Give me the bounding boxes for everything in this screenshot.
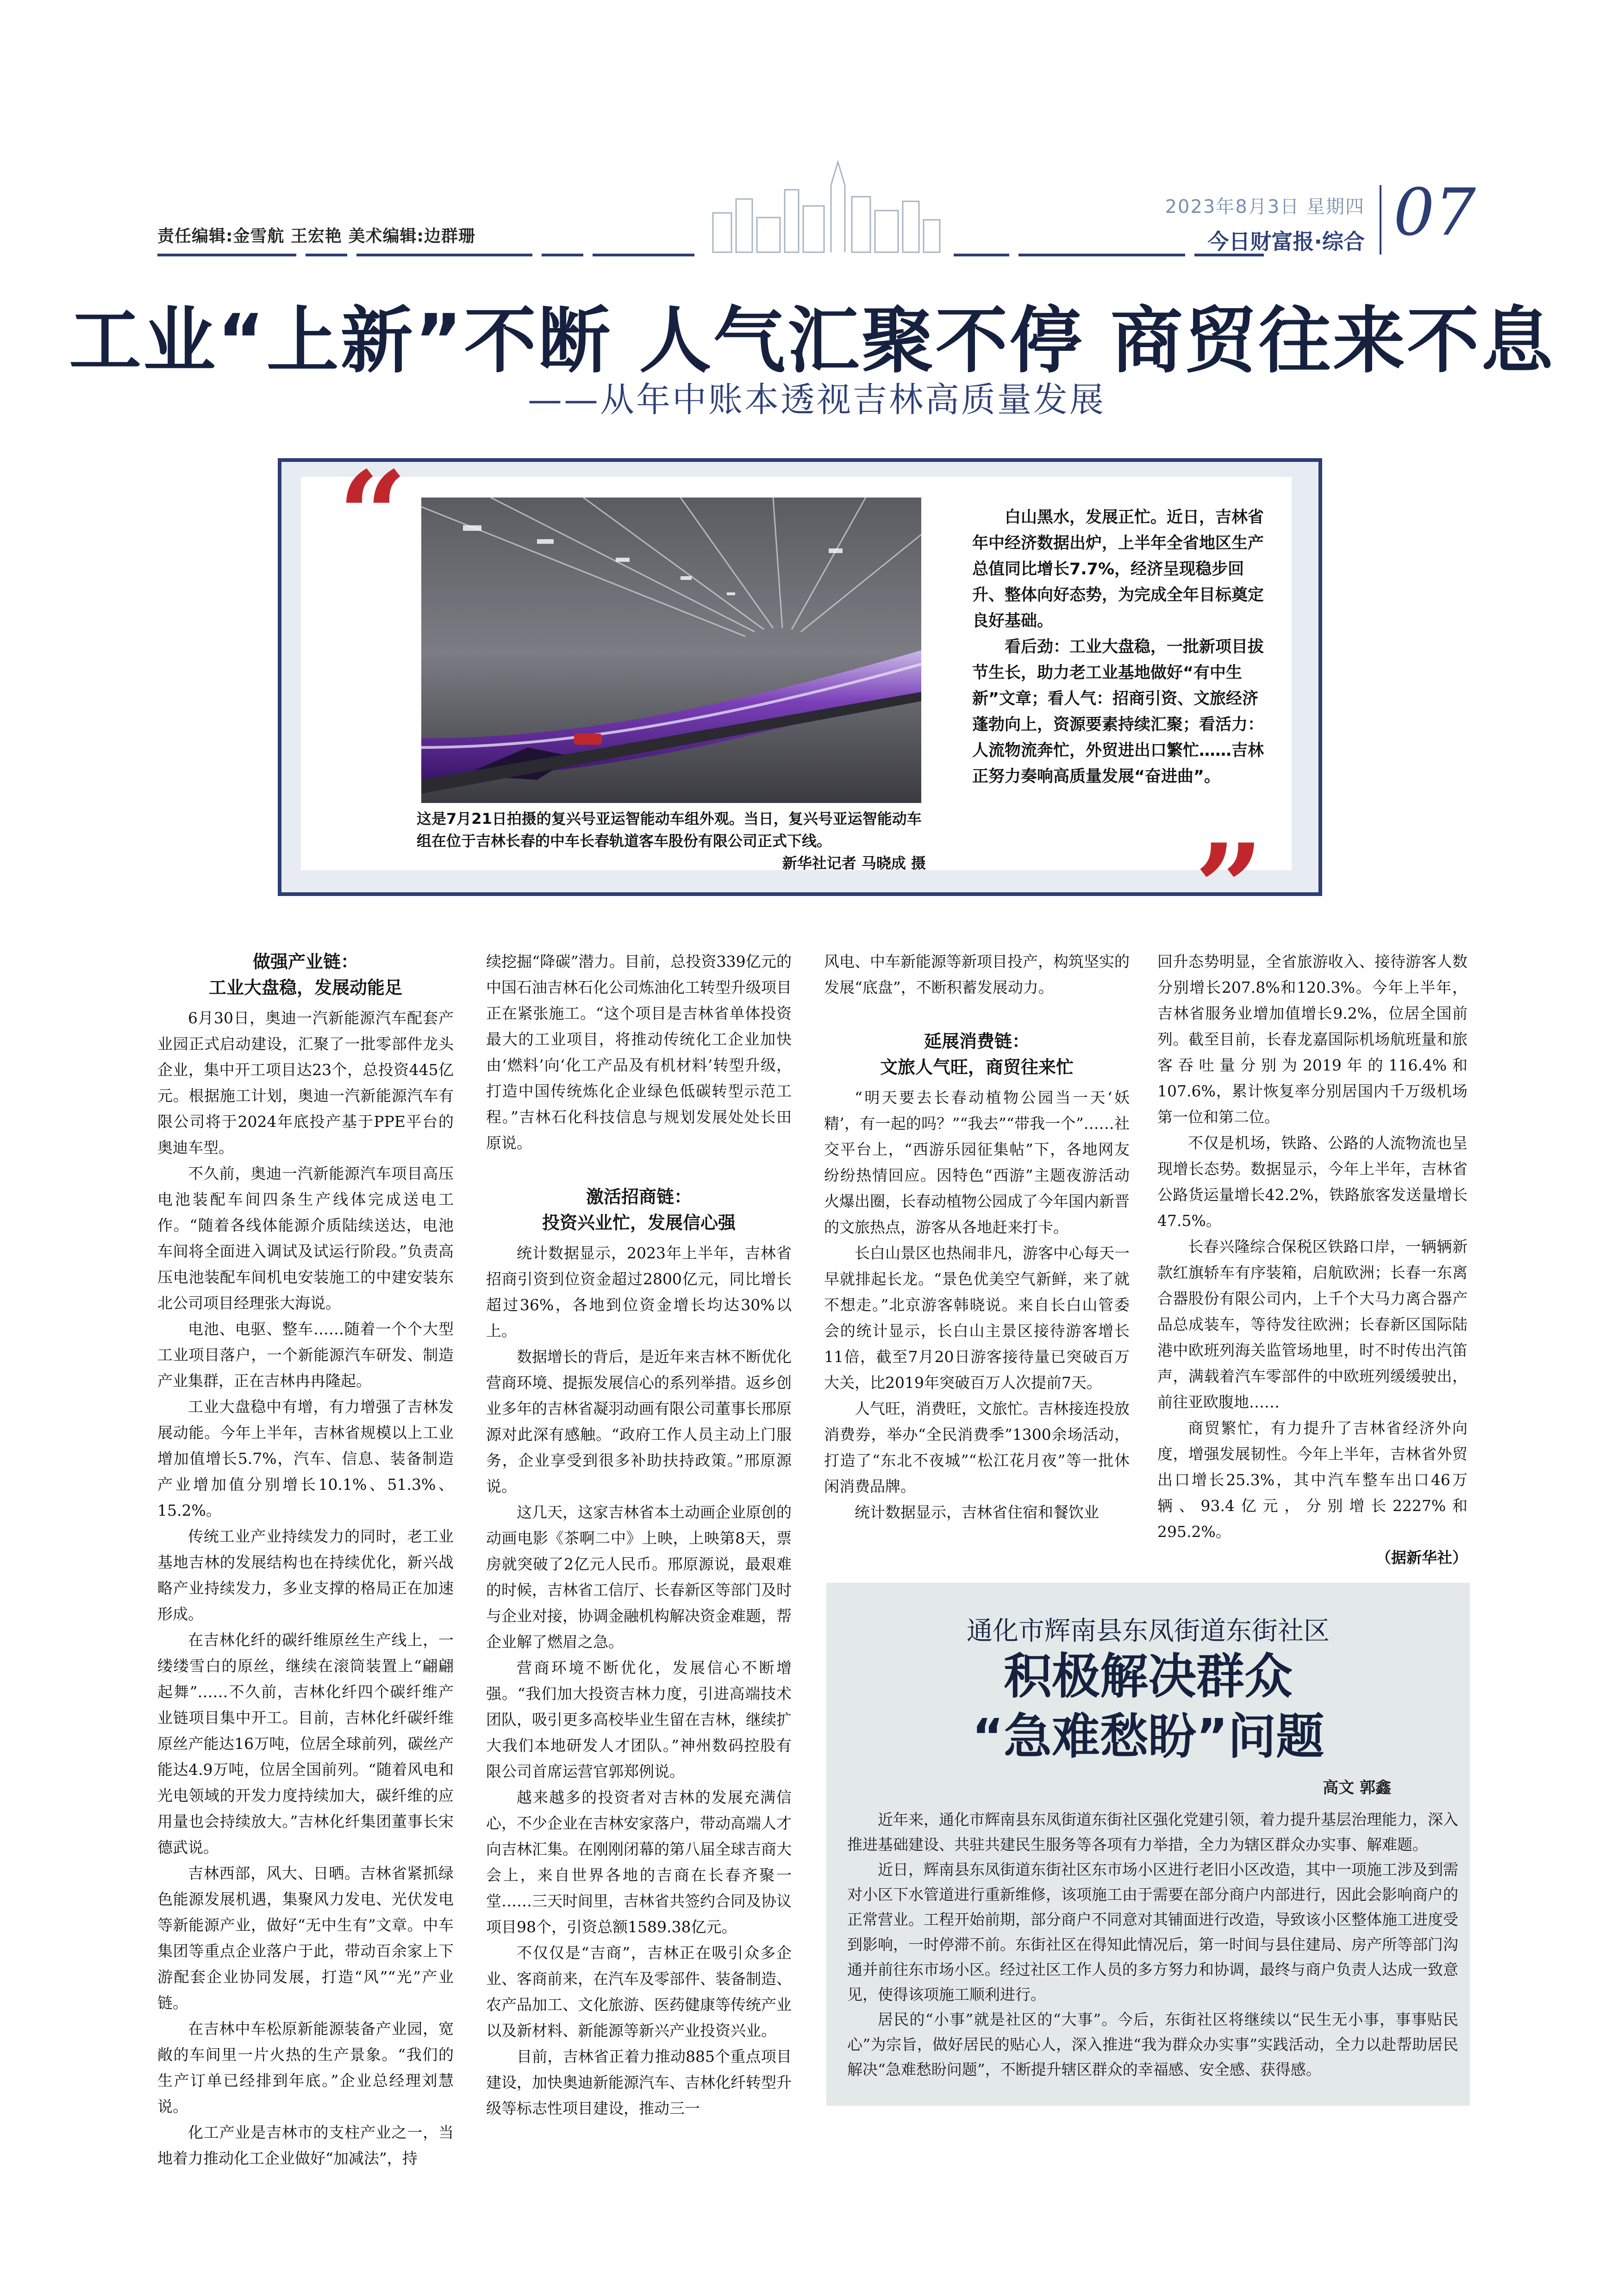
header-masthead [1165, 192, 1365, 255]
paragraph: 风电、中车新能源等新项目投产，构筑坚实的发展“底盘”，不断积蓄发展动力。 [824, 952, 1130, 996]
column-c [824, 949, 1130, 1525]
paragraph: 近年来，通化市辉南县东凤街道东街社区强化党建引领，着力提升基层治理能力，深入推进基础建设、共驻共建民生服务等各项有力举措，全力为辖区群众办实事、解难题。 [847, 1811, 1458, 1854]
article-subtitle: ——从年中账本透视吉林高质量发展 [528, 380, 1106, 420]
paragraph: 6月30日，奥迪一汽新能源汽车配套产业园正式启动建设，汇聚了一批零部件龙头企业，集中开工项目达23个，总投资445亿元。根据施工计划，奥迪一汽新能源汽车有限公司将于2024年底投产基于PPE平台的奥迪车型。 [157, 1009, 454, 1157]
column-b [486, 949, 792, 2122]
column-d [1157, 949, 1468, 1571]
news-source: （据新华社） [1376, 1549, 1468, 1567]
header-divider [1380, 185, 1381, 255]
paragraph: 人气旺，消费旺，文旅忙。吉林接连投放消费券，举办“全民消费季”1300余场活动，打造了“东北不夜城”“松江花月夜”等一批休闲消费品牌。 [824, 1400, 1130, 1495]
paragraph: 不久前，奥迪一汽新能源汽车项目高压电池装配车间四条生产线体完成送电工作。“随着各线体能源介质陆续送达，电池车间将全面进入调试及试运行阶段。”负责高压电池装配车间机电安装施工的中建安装东北公司项目经理张大海说。 [157, 1164, 454, 1312]
page-number: 07 [1393, 175, 1476, 250]
paragraph: 工业大盘稳中有增，有力增强了吉林发展动能。今年上半年，吉林省规模以上工业增加值增长5.7%，汽车、信息、装备制造产业增加值分别增长10.1%、51.3%、15.2%。 [157, 1398, 454, 1519]
community-kicker: 通化市辉南县东凤街道东街社区 [967, 1616, 1330, 1646]
community-author: 高文 郭鑫 [1323, 1779, 1391, 1797]
header-rule [542, 254, 583, 256]
paragraph: 吉林西部，风大、日晒。吉林省紧抓绿色能源发展机遇，集聚风力发电、光伏发电等新能源产业，做好“无中生有”文章。中车集团等重点企业落户于此，带动百余家上下游配套企业协同发展，打造“风”“光”产业链。 [157, 1864, 454, 2012]
paragraph: 目前，吉林省正着力推动885个重点项目建设，加快奥迪新能源汽车、吉林化纤转型升级等标志性项目建设，推动三一 [486, 2047, 792, 2117]
skyline-icon [704, 157, 944, 255]
paragraph: 电池、电驱、整车……随着一个个大型工业项目落户，一个新能源汽车研发、制造产业集群，正在吉林冉冉隆起。 [157, 1320, 454, 1390]
paragraph: 居民的“小事”就是社区的“大事”。今后，东街社区将继续以“民生无小事，事事贴民心”为宗旨，做好居民的贴心人，深入推进“我为群众办实事”实践活动，全力以赴帮助居民解决“急难愁盼问题”，不断提升辖区群众的幸福感、安全感、获得感。 [847, 2010, 1458, 2078]
intro-paragraph: 白山黑水，发展正忙。近日，吉林省年中经济数据出炉，上半年全省地区生产总值同比增长7.7%，经济呈现稳步回升、整体向好态势，为完成全年目标奠定良好基础。 [972, 508, 1264, 630]
paragraph: 长春兴隆综合保税区铁路口岸，一辆辆新款红旗轿车有序装箱，启航欧洲；长春一东离合器股份有限公司内，上千个大马力离合器产品总成装车，等待发往欧洲；长春新区国际陆港中欧班列海关监管场地里，时不时传出汽笛声，满载着汽车零部件的中欧班列缓缓驶出，前往亚欧腹地…… [1157, 1238, 1468, 1411]
close-quote-icon: ” [1194, 818, 1264, 959]
column-a [157, 949, 454, 2172]
section-subheading: 工业大盘稳，发展动能足 [208, 977, 402, 998]
open-quote-icon: “ [338, 445, 407, 586]
paragraph: 回升态势明显，全省旅游收入、接待游客人数分别增长207.8%和120.3%。今年上半年，吉林省服务业增加值增长9.2%，位居全国前列。截至目前，长春龙嘉国际机场航班量和旅客吞吐量分别为2019年的116.4%和107.6%，累计恢复率分别居国内千万级机场第一位和第二位。 [1157, 952, 1468, 1126]
photo-credit: 新华社记者 马晓成 摄 [782, 854, 926, 872]
section-heading: 激活招商链： [586, 1187, 692, 1207]
paragraph: 不仅是机场，铁路、公路的人流物流也呈现增长态势。数据显示，今年上半年，吉林省公路货运量增长42.2%，铁路旅客发送量增长47.5%。 [1157, 1134, 1468, 1230]
section-subheading: 文旅人气旺，商贸往来忙 [880, 1057, 1074, 1077]
paragraph: 越来越多的投资者对吉林的发展充满信心，不少企业在吉林安家落户，带动高端人才向吉林汇集。在刚刚闭幕的第八届全球吉商大会上，来自世界各地的吉商在长春齐聚一堂……三天时间里，吉林省共签约合同及协议项目98个，引资总额1589.38亿元。 [486, 1788, 792, 1936]
community-title: 积极解决群众 [1003, 1648, 1293, 1705]
editors-line: 责任编辑:金雪航 王宏艳 美术编辑:边群珊 [157, 227, 475, 246]
caption-text: 这是7月21日拍摄的复兴号亚运智能动车组外观。当日，复兴号亚运智能动车组在位于吉林长春的中车长春轨道客车股份有限公司正式下线。 [417, 810, 922, 850]
paragraph: 数据增长的背后，是近年来吉林不断优化营商环境、提振发展信心的系列举措。返乡创业多年的吉林省凝羽动画有限公司董事长邢原源对此深有感触。“政府工作人员主动上门服务，企业享受到很多补助扶持政策。”邢原源说。 [486, 1348, 792, 1495]
paragraph: 商贸繁忙，有力提升了吉林省经济外向度，增强发展韧性。今年上半年，吉林省外贸出口增长25.3%，其中汽车整车出口46万辆、93.4亿元，分别增长2227%和295.2%。 [1157, 1419, 1468, 1541]
issue-date: 2023年8月3日 星期四 [1165, 196, 1365, 218]
paragraph: 化工产业是吉林市的支柱产业之一，当地着力推动化工企业做好“加减法”，持 [157, 2123, 454, 2167]
header-rule [593, 254, 694, 256]
community-body [847, 1807, 1458, 2082]
paragraph: 这几天，这家吉林省本土动画企业原创的动画电影《茶啊二中》上映，上映第8天，票房就突破了2亿元人民币。邢原源说，最艰难的时候，吉林省工信厅、长春新区等部门及时与企业对接，协调金融机构解决资金难题，帮企业解了燃眉之急。 [486, 1503, 792, 1651]
header-rule [356, 254, 532, 256]
paragraph: 在吉林化纤的碳纤维原丝生产线上，一缕缕雪白的原丝，继续在滚筒装置上“翩翩起舞”……不久前，吉林化纤四个碳纤维产业链项目集中开工。目前，吉林化纤碳纤维原丝产能达16万吨，位居全球前列，碳丝产能达4.9万吨，位居全国前列。“随着风电和光电领域的开发力度持续加大，碳纤维的应用量也会持续放大。”吉林化纤集团董事长宋德武说。 [157, 1631, 454, 1856]
brand-name: 今日财富报·综合 [1207, 229, 1365, 254]
paragraph: 不仅仅是“吉商”，吉林正在吸引众多企业、客商前来，在汽车及零部件、装备制造、农产品加工、文化旅游、医药健康等传统产业以及新材料、新能源等新兴产业投资兴业。 [486, 1944, 792, 2040]
article-title: 工业“上新”不断 人气汇聚不停 商贸往来不息 [69, 299, 1555, 383]
paragraph: 在吉林中车松原新能源装备产业园，宽敞的车间里一片火热的生产景象。“我们的生产订单已经排到年底。”企业总经理刘慧说。 [157, 2020, 454, 2116]
section-subheading: 投资兴业忙，发展信心强 [542, 1213, 736, 1233]
header-rule [954, 254, 1009, 256]
paragraph: 近日，辉南县东凤街道东街社区东市场小区进行老旧小区改造，其中一项施工涉及到需对小区下水管道进行重新维修，该项施工由于需要在部分商户内部进行，因此会影响商户的正常营业。工程开始前期，部分商户不同意对其铺面进行改造，导致该小区整体施工进度受到影响，一时停滞不前。东街社区在得知此情况后，第一时间与县住建局、房产所等部门沟通并前往东市场小区。经过社区工作人员的多方努力和协调，最终与商户负责人达成一致意见，使得该项施工顺利进行。 [847, 1860, 1458, 2004]
paragraph: “明天要去长春动植物公园当一天‘妖精’，有一起的吗？”“我去”“带我一个”……社交平台上，“西游乐园征集帖”下，各地网友纷纷热情回应。因特色“西游”主题夜游活动火爆出圈，长春动植物公园成了今年国内新晋的文旅热点，游客从各地赶来打卡。 [824, 1089, 1130, 1236]
train-photo [421, 498, 921, 803]
section-heading: 做强产业链： [252, 952, 358, 972]
header-rule [1018, 254, 1185, 256]
header-rule [157, 254, 296, 256]
paragraph: 统计数据显示，2023年上半年，吉林省招商引资到位资金超过2800亿元，同比增长超过36%，各地到位资金增长均达30%以上。 [486, 1244, 792, 1340]
section-heading: 延展消费链： [924, 1031, 1030, 1052]
paragraph: 统计数据显示，吉林省住宿和餐饮业 [855, 1503, 1099, 1521]
intro-text [972, 504, 1264, 790]
paragraph: 营商环境不断优化，发展信心不断增强。“我们加大投资吉林力度，引进高端技术团队，吸引更多高校毕业生留在吉林，继续扩大我们本地研发人才团队。”神州数码控股有限公司首席运营官郭郑例说。 [486, 1659, 792, 1780]
photo-caption [417, 808, 926, 874]
intro-paragraph: 看后劲：工业大盘稳，一批新项目拔节生长，助力老工业基地做好“有中生新”文章；看人气：招商引资、文旅经济蓬勃向上，资源要素持续汇聚；看活力：人流物流奔忙，外贸进出口繁忙……吉林正努力奏响高质量发展“奋进曲”。 [972, 638, 1264, 786]
paragraph: 长白山景区也热闹非凡，游客中心每天一早就排起长龙。“景色优美空气新鲜，来了就不想走。”北京游客韩晓说。来自长白山管委会的统计显示，长白山主景区接待游客增长11倍，截至7月20日游客接待量已突破百万大关，比2019年突破百万人次提前7天。 [824, 1244, 1130, 1392]
paragraph: 续挖掘“降碳”潜力。目前，总投资339亿元的中国石油吉林石化公司炼油化工转型升级项目正在紧张施工。“这个项目是吉林省单体投资最大的工业项目，将推动传统化工企业加快由‘燃料’向‘化工产品及有机材料’转型升级，打造中国传统炼化企业绿色低碳转型示范工程。”吉林石化科技信息与规划发展处处长田原说。 [486, 952, 792, 1152]
community-title: “急难愁盼”问题 [972, 1708, 1324, 1765]
paragraph: 传统工业产业持续发力的同时，老工业基地吉林的发展结构也在持续优化，新兴战略产业持续发力，多业支撑的格局正在加速形成。 [157, 1527, 454, 1623]
header-rule [306, 254, 347, 256]
